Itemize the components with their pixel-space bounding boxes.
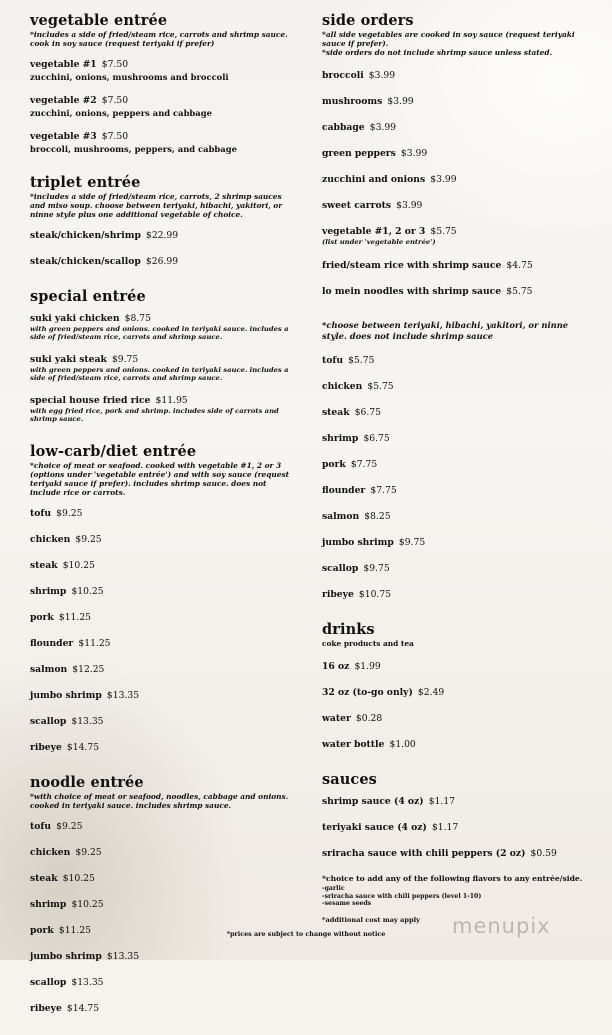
section-note: coke products and tea: [322, 639, 414, 648]
item-name: salmon: [322, 511, 360, 522]
item-price: $7.50: [101, 131, 129, 142]
item-name: suki yaki chicken: [30, 313, 120, 324]
flavor-item: -sesame seeds: [322, 900, 372, 907]
menu-item: [30, 840, 298, 859]
menu-item: [322, 279, 590, 298]
item-name: special house fried rice: [30, 395, 151, 406]
item-description: with egg fried rice, pork and shrimp. includes side of carrots and shrimp sauce.: [30, 407, 279, 423]
item-price: $13.35: [106, 690, 140, 701]
item-price: $2.49: [417, 687, 445, 698]
menu-item: [322, 789, 590, 808]
menu-item: [30, 249, 298, 268]
item-price: $0.59: [530, 848, 557, 859]
menu-item: [322, 680, 590, 699]
menu-item: [322, 400, 590, 419]
item-price: $10.25: [62, 873, 95, 884]
menu-item: [30, 88, 298, 118]
noodle-entree-section: [30, 774, 298, 1015]
item-price: $5.75: [348, 355, 375, 366]
item-price: $3.99: [387, 96, 414, 107]
item-name: shrimp: [30, 899, 67, 910]
item-name: steak: [322, 407, 350, 418]
item-name: salmon: [30, 664, 68, 675]
menu-item: [30, 527, 298, 546]
menu-item: [322, 374, 590, 393]
item-name: tofu: [322, 355, 344, 366]
item-price: $9.75: [398, 537, 426, 548]
item-price: $12.25: [72, 664, 105, 675]
item-name: steak: [30, 560, 58, 571]
section-title: vegetable entrée: [30, 12, 168, 29]
item-name: steak: [30, 873, 58, 884]
item-name: chicken: [30, 847, 71, 858]
item-name: flounder: [322, 485, 366, 496]
item-price: $11.25: [58, 612, 92, 623]
menu-item: [322, 654, 590, 673]
item-description: zucchini, onions, mushrooms and broccoli: [30, 72, 229, 82]
menu-item: [322, 219, 590, 246]
menu-item: [30, 709, 298, 728]
item-name: shrimp: [30, 586, 67, 597]
menu-item: [30, 306, 298, 341]
menu-item: [322, 504, 590, 523]
item-price: $3.99: [400, 148, 428, 159]
item-name: suki yaki steak: [30, 354, 107, 365]
item-price: $13.35: [106, 951, 140, 962]
right-column: [322, 12, 590, 945]
item-name: vegetable #1: [30, 59, 97, 70]
additional-cost-note: *additional cost may apply: [322, 915, 420, 924]
item-name: tofu: [30, 508, 52, 519]
item-name: green peppers: [322, 148, 396, 159]
item-name: scallop: [30, 977, 67, 988]
menu-item: [30, 579, 298, 598]
menu-item: [322, 732, 590, 751]
item-name: vegetable #2: [30, 95, 97, 106]
menu-item: [30, 553, 298, 572]
item-name: ribeye: [30, 742, 62, 753]
item-name: shrimp sauce (4 oz): [322, 796, 424, 807]
item-name: 32 oz (to-go only): [322, 687, 413, 698]
item-name: sweet carrots: [322, 200, 391, 211]
menu-item: [322, 478, 590, 497]
item-price: $9.25: [75, 847, 102, 858]
item-name: steak/chicken/scallop: [30, 256, 141, 267]
triplet-entree-section: [30, 174, 298, 268]
item-price: $4.75: [506, 260, 533, 271]
menu-item: [322, 841, 590, 860]
item-price: $3.99: [396, 200, 423, 211]
item-price: $9.75: [363, 563, 390, 574]
item-name: jumbo shrimp: [30, 690, 102, 701]
item-name: jumbo shrimp: [322, 537, 394, 548]
menu-item: [30, 944, 298, 963]
item-name: scallop: [30, 716, 67, 727]
section-title: special entrée: [30, 288, 146, 305]
item-price: $5.75: [367, 381, 394, 392]
item-price: $8.25: [364, 511, 391, 522]
item-name: pork: [322, 459, 346, 470]
item-price: $13.35: [71, 716, 104, 727]
special-entree-section: [30, 288, 298, 423]
menu-item: [30, 866, 298, 885]
menu-item: [322, 815, 590, 834]
item-description: with green peppers and onions. cooked in teriyaki sauce. includes a side of fried/steam rice, carrots and shrimp sauce.: [30, 325, 289, 341]
item-price: $9.25: [56, 508, 83, 519]
menu-item: [30, 124, 298, 154]
item-price: $5.75: [506, 286, 533, 297]
item-name: pork: [30, 925, 54, 936]
section-title: triplet entrée: [30, 174, 141, 191]
item-price: $1.99: [354, 661, 381, 672]
item-price: $3.99: [368, 70, 396, 81]
side-meats-section: [322, 320, 590, 601]
item-name: ribeye: [322, 589, 354, 600]
item-name: fried/steam rice with shrimp sauce: [322, 260, 502, 271]
flavor-item: -garlic: [322, 885, 345, 892]
item-price: $13.35: [71, 977, 104, 988]
section-title: sauces: [322, 771, 377, 788]
menu-item: [322, 193, 590, 212]
item-price: $3.99: [430, 174, 457, 185]
menu-item: [30, 657, 298, 676]
item-name: chicken: [30, 534, 71, 545]
item-price: $1.17: [428, 796, 456, 807]
item-name: lo mein noodles with shrimp sauce: [322, 286, 502, 297]
menu-item: [322, 348, 590, 367]
menu-item: [322, 426, 590, 445]
item-price: $9.25: [75, 534, 102, 545]
menu-item: [30, 501, 298, 520]
section-note: *includes a side of fried/steam rice, carrots and shrimp sauce. cook in soy sauce (request teriyaki if prefer): [30, 30, 288, 48]
menu-item: [30, 814, 298, 833]
item-name: vegetable #1, 2 or 3: [322, 226, 426, 237]
item-price: $3.99: [369, 122, 397, 133]
section-note: *choose between teriyaki, hibachi, yakitori, or ninne style. does not include shrimp sauce: [322, 320, 569, 341]
item-price: $6.75: [363, 433, 390, 444]
menu-item: [30, 388, 298, 423]
menu-item: [30, 996, 298, 1015]
drinks-section: [322, 621, 590, 751]
flavors-note: *choice to add any of the following flavors to any entrée/side.: [322, 874, 583, 883]
sauces-section: [322, 771, 590, 925]
item-name: ribeye: [30, 1003, 62, 1014]
menu-item: [30, 683, 298, 702]
menu-item: [30, 223, 298, 242]
item-name: zucchini and onions: [322, 174, 426, 185]
menu-item: [30, 605, 298, 624]
item-description: with green peppers and onions. cooked in teriyaki sauce. includes a side of fried/steam rice, carrots and shrimp sauce.: [30, 366, 289, 382]
watermark-logo: menupix: [452, 914, 551, 938]
item-name: mushrooms: [322, 96, 383, 107]
item-description: broccoli, mushrooms, peppers, and cabbage: [30, 144, 237, 154]
item-name: pork: [30, 612, 54, 623]
section-note: *with choice of meat or seafood, noodles, cabbage and onions. cooked in teriyaki sauce. includes shrimp sauce.: [30, 792, 289, 810]
item-name: sriracha sauce with chili peppers (2 oz): [322, 848, 526, 859]
item-description: zucchini, onions, peppers and cabbage: [30, 108, 212, 118]
section-title: side orders: [322, 12, 414, 29]
menu-item: [322, 452, 590, 471]
section-title: low-carb/diet entrée: [30, 443, 197, 460]
item-price: $7.50: [101, 95, 129, 106]
item-name: teriyaki sauce (4 oz): [322, 822, 427, 833]
item-price: $1.17: [431, 822, 459, 833]
menu-item: [322, 63, 590, 82]
item-name: shrimp: [322, 433, 359, 444]
menu-item: [30, 52, 298, 82]
menu-item: [30, 970, 298, 989]
item-price: $22.99: [145, 230, 179, 241]
item-price: $7.75: [350, 459, 378, 470]
section-note: *includes a side of fried/steam rice, carrots, 2 shrimp sauces and miso soup. choose between teriyaki, hibachi, yakitori, or ninne style plus one additional vegetable of choice.: [30, 192, 283, 219]
section-note: *choice of meat or seafood. cooked with vegetable #1, 2 or 3 (options under 'vegetable entrée') and with soy sauce (request teriyaki sauce if prefer). includes shrimp sauce. does not include rice or carrots.: [30, 461, 290, 497]
item-price: $7.75: [370, 485, 397, 496]
item-name: scallop: [322, 563, 359, 574]
item-price: $10.25: [71, 899, 104, 910]
menu-item: [30, 347, 298, 382]
menu-item: [322, 115, 590, 134]
item-price: $9.25: [56, 821, 83, 832]
item-price: $26.99: [145, 256, 179, 267]
item-name: chicken: [322, 381, 363, 392]
item-price: $8.75: [124, 313, 151, 324]
item-price: $1.00: [389, 739, 416, 750]
item-price: $5.75: [430, 226, 457, 237]
item-price: $10.75: [358, 589, 392, 600]
menu-item: [322, 89, 590, 108]
item-name: vegetable #3: [30, 131, 97, 142]
section-title: noodle entrée: [30, 774, 144, 791]
item-price: $7.50: [101, 59, 129, 70]
item-price: $10.25: [62, 560, 95, 571]
item-price: $0.28: [355, 713, 383, 724]
section-title: drinks: [322, 621, 375, 638]
item-price: $11.25: [58, 925, 92, 936]
lowcarb-entree-section: [30, 443, 298, 754]
menu-item: [30, 892, 298, 911]
side-orders-section: [322, 12, 590, 298]
menu-item: [30, 631, 298, 650]
section-note: *side orders do not include shrimp sauce unless stated.: [322, 48, 553, 57]
item-price: $10.25: [71, 586, 104, 597]
item-name: broccoli: [322, 70, 364, 81]
item-name: water bottle: [322, 739, 385, 750]
item-price: $9.75: [111, 354, 139, 365]
item-name: tofu: [30, 821, 52, 832]
item-name: flounder: [30, 638, 74, 649]
item-price: $6.75: [354, 407, 381, 418]
menu-item: [322, 167, 590, 186]
flavor-item: -sriracha sauce with chili peppers (level 1-10): [322, 892, 482, 900]
vegetable-entree-section: [30, 12, 298, 154]
menu-item: [322, 706, 590, 725]
menu-item: [322, 582, 590, 601]
menu-item: [322, 530, 590, 549]
item-price: $11.95: [155, 395, 188, 406]
menu-item: [322, 141, 590, 160]
menu-item: [30, 735, 298, 754]
menu-item: [322, 556, 590, 575]
left-column: [30, 12, 298, 1035]
item-price: $14.75: [66, 1003, 100, 1014]
prices-footnote: *prices are subject to change without notice: [226, 930, 386, 938]
item-description: (list under 'vegetable entrée'): [322, 238, 436, 246]
menu-item: [322, 253, 590, 272]
item-price: $11.25: [78, 638, 111, 649]
item-name: cabbage: [322, 122, 365, 133]
section-note: *all side vegetables are cooked in soy sauce (request teriyaki sauce if prefer).: [322, 30, 575, 48]
item-name: steak/chicken/shrimp: [30, 230, 141, 241]
item-name: water: [322, 713, 351, 724]
item-name: 16 oz: [322, 661, 350, 672]
item-name: jumbo shrimp: [30, 951, 102, 962]
item-price: $14.75: [66, 742, 100, 753]
